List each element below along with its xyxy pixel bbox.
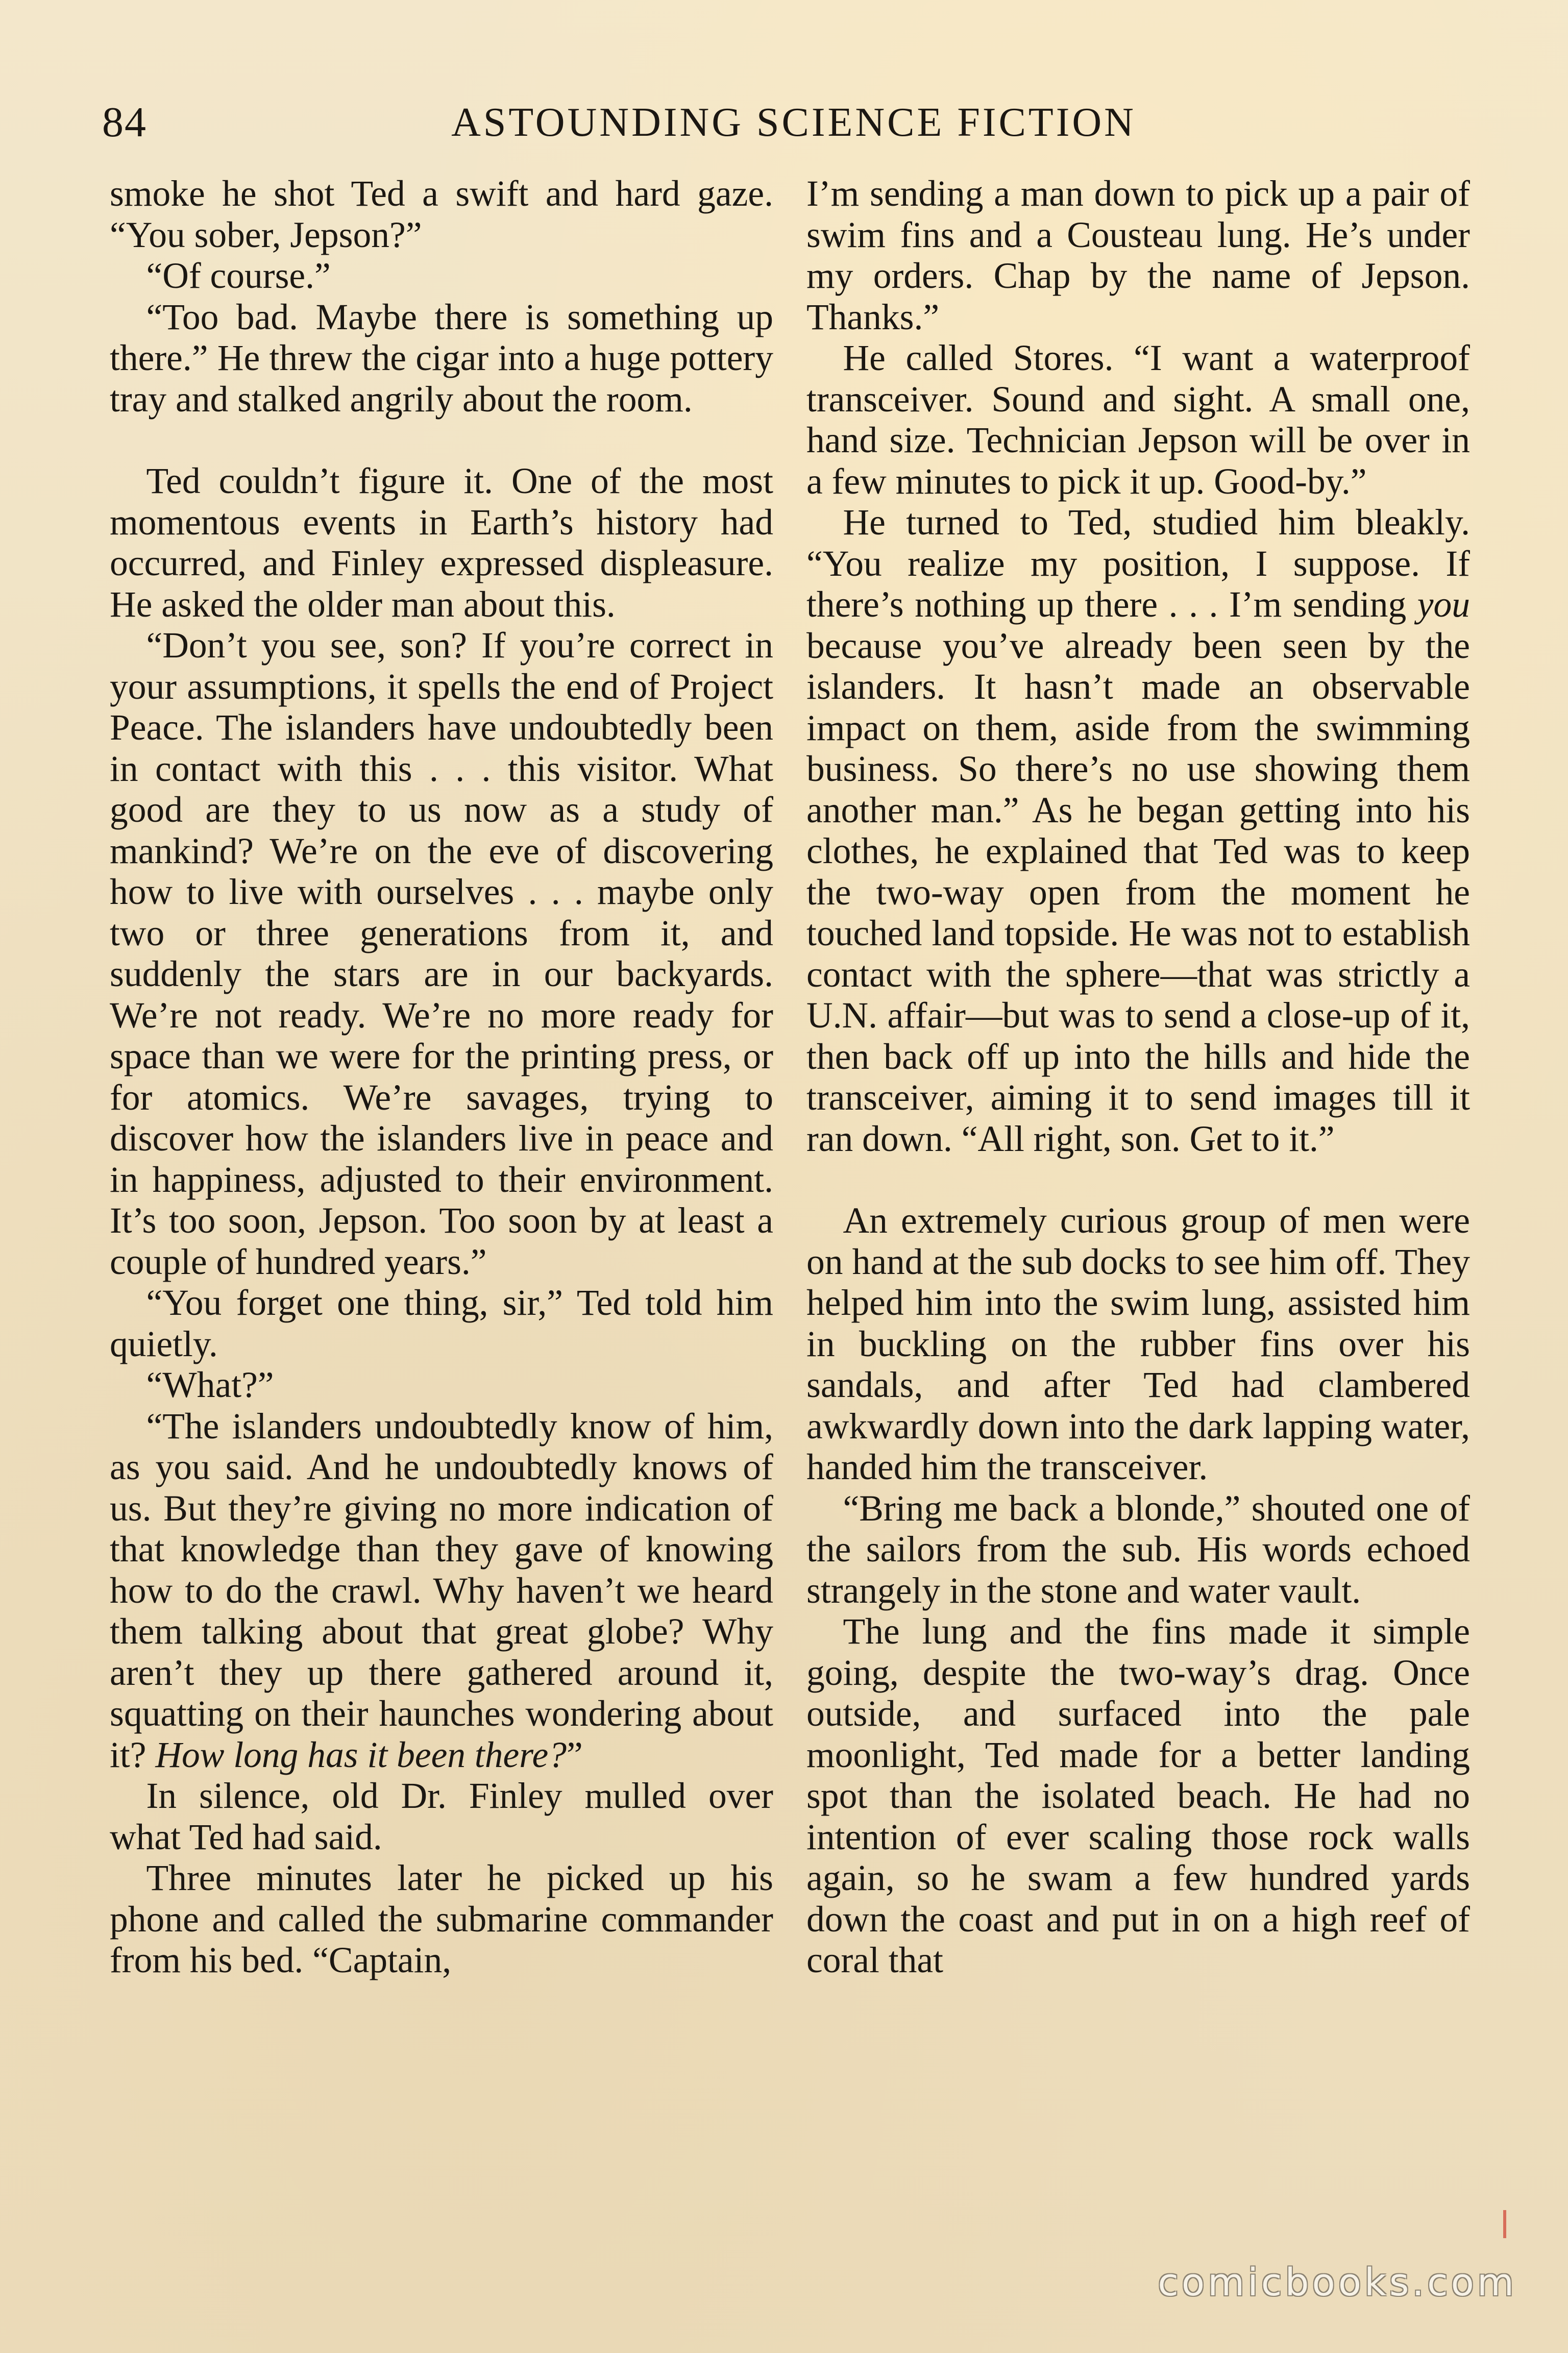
paragraph: “What?” xyxy=(146,1365,274,1405)
paragraph: “Of course.” xyxy=(146,256,331,296)
paragraph: “Bring me back a blonde,” shouted one of the sailors from the sub. His words echoed strangely in the stone and water vault. xyxy=(806,1488,1470,1611)
paragraph: An extremely curious group of men were on hand at the sub docks to see him off. They helped him into the swim lung, assisted him in buckling on the rubber fins over his sandals, and after Ted had clambered awkwardly down into the dark lapping water, handed him the transceiver. xyxy=(806,1200,1470,1487)
italic-text: How long has it been there? xyxy=(155,1734,567,1775)
paragraph: Ted couldn’t figure it. One of the most momentous events in Earth’s history had occurred, and Finley expressed displeasure. He asked the older man about this. xyxy=(110,461,773,625)
paragraph-text: because you’ve already been seen by the islanders. It hasn’t made an observable impact on them, aside from the swimming business. So there’s no use showing them another man.” As he began getting into his clothes, he explained that Ted was to keep the two-way open from the moment he touched land topside. He was not to establish contact with the sphere—that was strictly a U.N. affair—but was to send a close-up of it, then back off up into the hills and hide the transceiver, aiming it to send images till it ran down. “All right, son. Get to it.” xyxy=(806,625,1470,1159)
page-header xyxy=(102,97,1485,158)
left-column xyxy=(110,174,773,1981)
paragraph xyxy=(806,502,1470,1160)
paragraph: “Don’t you see, son? If you’re correct in your assumptions, it spells the end of Project Peace. The islanders have undoubtedly been in contact with this . . . this visitor. What good are they to us now as a study of mankind? We’re on the eve of discovering how to live with ourselves . . . maybe only two or three generations from it, and suddenly the stars are in our backyards. We’re not ready. We’re no more ready for space than we were for the printing press, or for atomics. We’re savages, trying to discover how the islanders live in peace and in happiness, adjusted to their environment. It’s too soon, Jepson. Too soon by at least a couple of hundred years.” xyxy=(110,625,773,1282)
paragraph xyxy=(110,1406,773,1776)
paragraph: He called Stores. “I want a waterproof transceiver. Sound and sight. A small one, hand size. Technician Jepson will be over in a few minutes to pick it up. Good-by.” xyxy=(806,338,1470,502)
paragraph: I’m sending a man down to pick up a pair of swim fins and a Cousteau lung. He’s under my orders. Chap by the name of Jepson. Thanks.” xyxy=(806,174,1470,337)
paragraph: In silence, old Dr. Finley mulled over what Ted had said. xyxy=(110,1776,773,1857)
paragraph: “You forget one thing, sir,” Ted told him quietly. xyxy=(110,1283,773,1364)
paragraph: Three minutes later he picked up his phone and called the submarine commander from his bed. “Captain, xyxy=(110,1858,773,1980)
closing-quote: ” xyxy=(566,1734,583,1775)
margin-mark xyxy=(1503,2210,1506,2238)
watermark: comicbooks.com xyxy=(1158,2261,1517,2305)
paragraph: “Too bad. Maybe there is something up there.” He threw the cigar into a huge pottery tray and stalked angrily about the room. xyxy=(110,297,773,420)
right-column xyxy=(806,174,1470,1981)
italic-text: you xyxy=(1417,584,1470,625)
page-number: 84 xyxy=(102,99,147,146)
paragraph: The lung and the fins made it simple going, despite the two-way’s drag. Once outside, and surfaced into the pale moonlight, Ted made for a better landing spot than the isolated beach. He had no intention of ever scaling those rock walls again, so he swam a few hundred yards down the coast and put in on a high reef of coral that xyxy=(806,1611,1470,1980)
paragraph-text: “The islanders undoubtedly know of him, as you said. And he undoubtedly knows of us. But they’re giving no more indication of that knowledge than they gave of knowing how to do the crawl. Why haven’t we heard them talking about that great globe? Why aren’t they up there gathered around it, squatting on their haunches wondering about it? xyxy=(110,1406,773,1775)
paragraph-text: He turned to Ted, studied him bleakly. “You realize my position, I suppose. If there’s nothing up there . . . I’m sending xyxy=(806,502,1470,625)
paragraph: smoke he shot Ted a swift and hard gaze. “You sober, Jepson?” xyxy=(110,174,773,255)
running-title: ASTOUNDING SCIENCE FICTION xyxy=(451,100,1136,145)
